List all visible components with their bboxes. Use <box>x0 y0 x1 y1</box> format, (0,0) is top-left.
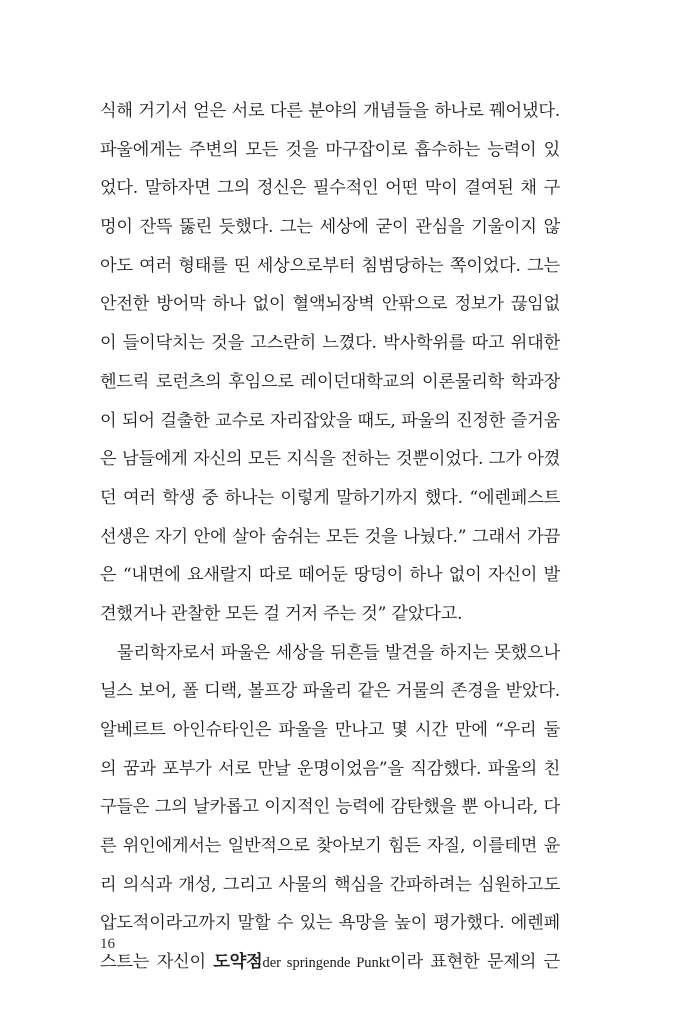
emphasized-term: 도약점 <box>213 952 263 973</box>
paragraph-end-line: 견했거나 관찰한 모든 걸 거저 주는 것” 같았다고. <box>100 603 463 624</box>
text-line: 알베르트 아인슈타인은 파울을 만나고 몇 시간 만에 “우리 둘 <box>100 720 560 740</box>
text-line: 른 위인에게서는 일반적으로 찾아보기 힘든 자질, 이를테면 윤 <box>100 836 560 857</box>
text-line: 의 꿈과 포부가 서로 만날 운명이었음”을 직감했다. 파울의 친 <box>100 758 560 779</box>
german-term: der springende Punkt <box>262 955 391 972</box>
text-line: 구들은 그의 날카롭고 이지적인 능력에 감탄했을 뿐 아니라, 다 <box>100 797 560 818</box>
final-line-before: 스트는 자신이 <box>100 952 214 973</box>
text-line: 이 들이닥치는 것을 고스란히 느꼈다. 박사학위를 따고 위대한 <box>100 333 560 354</box>
text-line: 이 되어 걸출한 교수로 자리잡았을 때도, 파울의 진정한 즐거움 <box>100 410 560 431</box>
text-line: 은 “내면에 요새랄지 따로 떼어둔 땅덩이 하나 없이 자신이 발 <box>100 565 560 586</box>
text-line: 아도 여러 형태를 띤 세상으로부터 침범당하는 쪽이었다. 그는 <box>100 255 560 276</box>
final-line-after: 이라 표현한 문제의 근 <box>390 952 560 973</box>
text-line: 던 여러 학생 중 하나는 이렇게 말하기까지 했다. “에렌페스트 <box>100 487 560 508</box>
text-line: 닐스 보어, 폴 디랙, 볼프강 파울리 같은 거물의 존경을 받았다. <box>100 681 560 702</box>
text-line: 압도적이라고까지 말할 수 있는 욕망을 높이 평가했다. 에렌페 <box>100 913 560 934</box>
text-line: 리 의식과 개성, 그리고 사물의 핵심을 간파하려는 심원하고도 <box>100 874 560 895</box>
text-line: 식해 거기서 얻은 서로 다른 분야의 개념들을 하나로 꿰어냈다. <box>100 101 560 121</box>
text-line: 은 남들에게 자신의 모든 지식을 전하는 것뿐이었다. 그가 아꼈 <box>100 449 560 470</box>
paragraph-start-line: 물리학자로서 파울은 세상을 뒤흔들 발견을 하지는 못했으나 <box>117 642 560 663</box>
text-line: 었다. 말하자면 그의 정신은 필수적인 어떤 막이 결여된 채 구 <box>100 178 560 199</box>
text-line: 파울에게는 주변의 모든 것을 마구잡이로 흡수하는 능력이 있 <box>100 139 560 160</box>
body-text <box>100 92 560 982</box>
final-text-line <box>100 943 560 982</box>
text-line: 안전한 방어막 하나 없이 혈액뇌장벽 안팎으로 정보가 끊임없 <box>100 294 560 315</box>
text-line: 선생은 자기 안에 살아 숨쉬는 모든 것을 나눴다.” 그래서 가끔 <box>100 526 560 547</box>
text-line: 멍이 잔뜩 뚫린 듯했다. 그는 세상에 굳이 관심을 기울이지 않 <box>100 217 560 238</box>
text-line: 헨드릭 로런츠의 후임으로 레이던대학교의 이론물리학 학과장 <box>100 371 560 392</box>
page-number: 16 <box>100 936 115 952</box>
